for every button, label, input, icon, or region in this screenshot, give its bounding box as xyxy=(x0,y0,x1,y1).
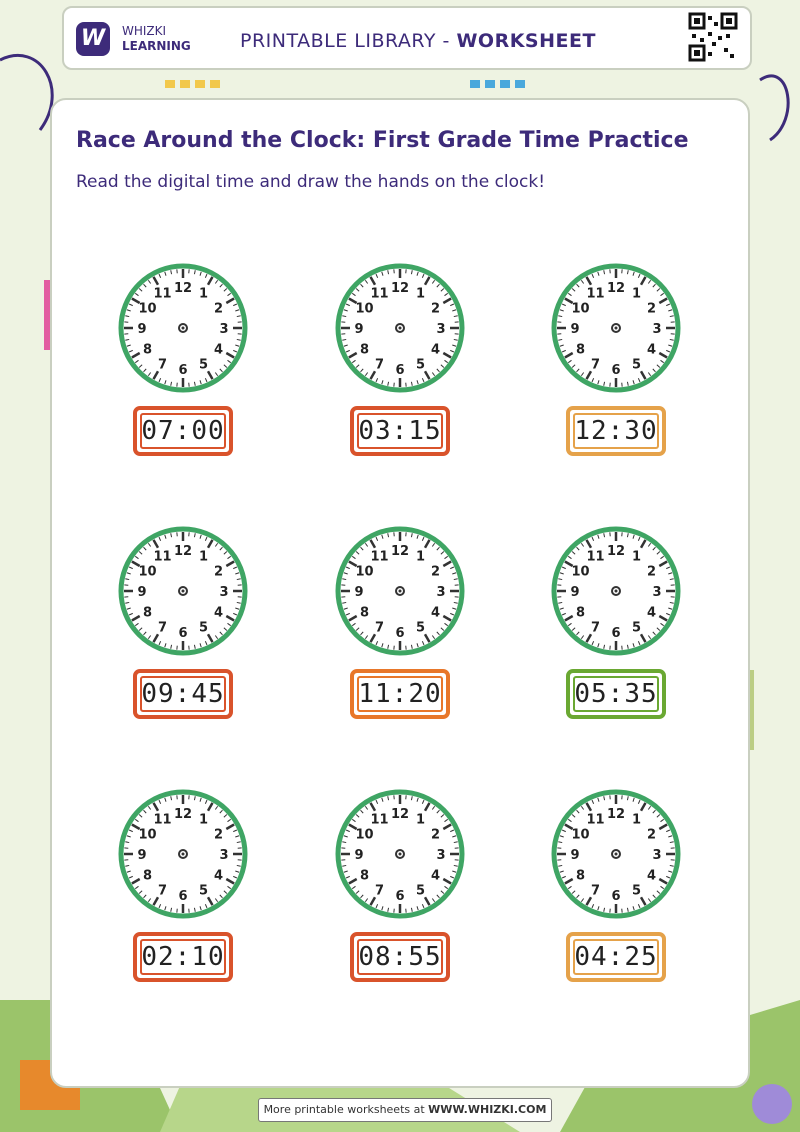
digital-time-text: 08:55 xyxy=(357,939,443,975)
clock-numeral: 12 xyxy=(173,281,193,296)
digital-time-text: 07:00 xyxy=(140,413,226,449)
clock-numeral: 11 xyxy=(153,549,172,565)
analog-clock-face[interactable] xyxy=(546,521,686,661)
clock-numeral: 9 xyxy=(570,322,580,337)
clock-numeral: 1 xyxy=(415,286,426,302)
clock-numeral: 7 xyxy=(590,883,601,899)
clock-center-pin xyxy=(399,327,402,330)
clock-numeral: 12 xyxy=(173,807,193,822)
clock-numeral: 6 xyxy=(395,889,405,904)
clock-numeral: 1 xyxy=(631,286,642,302)
clock-numeral: 12 xyxy=(390,807,410,822)
clock-numeral: 12 xyxy=(390,281,410,296)
clock-numeral: 11 xyxy=(370,286,389,302)
whizki-logo: W xyxy=(76,22,110,56)
header-title-prefix: PRINTABLE LIBRARY - xyxy=(240,30,457,52)
clock-numeral: 9 xyxy=(137,848,147,863)
clock-numeral: 5 xyxy=(631,883,642,899)
clock-numeral: 5 xyxy=(198,883,209,899)
clock-numeral: 4 xyxy=(430,342,441,358)
clock-numeral: 9 xyxy=(137,322,147,337)
clock-numeral: 7 xyxy=(374,357,385,373)
clock-numeral: 1 xyxy=(198,286,209,302)
digital-time-text: 04:25 xyxy=(573,939,659,975)
clock-numeral: 1 xyxy=(415,812,426,828)
digital-time-display xyxy=(350,932,450,982)
clock-center-pin xyxy=(615,327,618,330)
clock-center-pin xyxy=(399,853,402,856)
clock-numeral: 4 xyxy=(646,868,657,884)
clock-numeral: 3 xyxy=(436,322,446,337)
clock-numeral: 6 xyxy=(178,363,188,378)
clock-numeral: 3 xyxy=(436,585,446,600)
clock-numeral: 3 xyxy=(219,585,229,600)
clock-numeral: 2 xyxy=(646,827,657,843)
clock-numeral: 7 xyxy=(157,357,168,373)
clock-numeral: 12 xyxy=(390,544,410,559)
clock-numeral: 2 xyxy=(430,564,441,580)
clock-numeral: 1 xyxy=(631,549,642,565)
clock-center-pin xyxy=(615,853,618,856)
clock-numeral: 2 xyxy=(213,301,224,317)
clock-numeral: 2 xyxy=(430,827,441,843)
clock-numeral: 8 xyxy=(575,868,586,884)
clock-item xyxy=(546,521,686,731)
clock-item xyxy=(113,784,253,994)
clock-numeral: 12 xyxy=(173,544,193,559)
clock-numeral: 5 xyxy=(198,357,209,373)
digital-time-display xyxy=(350,669,450,719)
clock-numeral: 6 xyxy=(611,889,621,904)
analog-clock-face[interactable] xyxy=(546,258,686,398)
clock-numeral: 7 xyxy=(157,883,168,899)
clock-numeral: 8 xyxy=(575,605,586,621)
digital-time-display xyxy=(566,932,666,982)
clock-numeral: 5 xyxy=(631,620,642,636)
analog-clock-face[interactable] xyxy=(330,784,470,924)
clock-numeral: 9 xyxy=(354,848,364,863)
clock-numeral: 4 xyxy=(430,868,441,884)
clock-numeral: 4 xyxy=(430,605,441,621)
clock-numeral: 7 xyxy=(590,620,601,636)
worksheet-title: Race Around the Clock: First Grade Time Practice xyxy=(76,128,689,153)
digital-time-text: 05:35 xyxy=(573,676,659,712)
clock-numeral: 10 xyxy=(138,564,157,580)
clock-numeral: 8 xyxy=(142,605,153,621)
clock-numeral: 3 xyxy=(652,585,662,600)
qr-code-icon xyxy=(688,12,738,62)
digital-time-text: 12:30 xyxy=(573,413,659,449)
clock-numeral: 11 xyxy=(153,812,172,828)
digital-time-text: 11:20 xyxy=(357,676,443,712)
clock-numeral: 11 xyxy=(586,549,605,565)
analog-clock-face[interactable] xyxy=(330,258,470,398)
analog-clock-face[interactable] xyxy=(330,521,470,661)
clock-numeral: 4 xyxy=(213,605,224,621)
clock-numeral: 5 xyxy=(415,620,426,636)
clock-numeral: 5 xyxy=(198,620,209,636)
brand-line-1: WHIZKI xyxy=(122,24,167,38)
digital-time-display xyxy=(350,406,450,456)
clock-center-pin xyxy=(182,590,185,593)
clock-numeral: 7 xyxy=(374,620,385,636)
clock-center-pin xyxy=(182,853,185,856)
clock-numeral: 9 xyxy=(570,585,580,600)
clock-item xyxy=(330,521,470,731)
clock-center-pin xyxy=(399,590,402,593)
clock-numeral: 10 xyxy=(571,301,590,317)
clock-numeral: 8 xyxy=(142,342,153,358)
clock-numeral: 4 xyxy=(213,342,224,358)
clock-item xyxy=(330,784,470,994)
clock-numeral: 6 xyxy=(178,889,188,904)
analog-clock-face[interactable] xyxy=(113,521,253,661)
clock-item xyxy=(546,784,686,994)
clock-numeral: 8 xyxy=(359,342,370,358)
page-header xyxy=(62,6,752,70)
clock-numeral: 2 xyxy=(213,827,224,843)
header-title-bold: WORKSHEET xyxy=(456,30,596,52)
clock-numeral: 9 xyxy=(354,585,364,600)
clock-numeral: 1 xyxy=(198,812,209,828)
clock-numeral: 2 xyxy=(213,564,224,580)
clock-numeral: 3 xyxy=(436,848,446,863)
clock-numeral: 8 xyxy=(359,868,370,884)
digital-time-display xyxy=(566,406,666,456)
clock-numeral: 5 xyxy=(415,357,426,373)
digital-time-display xyxy=(133,669,233,719)
clock-item xyxy=(113,521,253,731)
clock-numeral: 8 xyxy=(575,342,586,358)
worksheet-instructions: Read the digital time and draw the hands on the clock! xyxy=(76,172,546,192)
clock-numeral: 2 xyxy=(646,564,657,580)
digital-time-display xyxy=(133,932,233,982)
clock-numeral: 9 xyxy=(354,322,364,337)
clock-numeral: 4 xyxy=(646,342,657,358)
digital-time-text: 09:45 xyxy=(140,676,226,712)
clock-numeral: 10 xyxy=(355,301,374,317)
clock-numeral: 12 xyxy=(606,544,626,559)
digital-time-display xyxy=(566,669,666,719)
clock-item xyxy=(113,258,253,468)
clock-numeral: 11 xyxy=(153,286,172,302)
clock-numeral: 5 xyxy=(415,883,426,899)
clock-numeral: 10 xyxy=(355,827,374,843)
clock-numeral: 3 xyxy=(219,322,229,337)
clock-numeral: 11 xyxy=(370,812,389,828)
clock-numeral: 5 xyxy=(631,357,642,373)
clock-numeral: 1 xyxy=(198,549,209,565)
clock-numeral: 6 xyxy=(395,363,405,378)
footer-url: WWW.WHIZKI.COM xyxy=(428,1103,547,1116)
clock-numeral: 4 xyxy=(646,605,657,621)
digital-time-text: 03:15 xyxy=(357,413,443,449)
clock-numeral: 7 xyxy=(590,357,601,373)
clock-item xyxy=(330,258,470,468)
clock-numeral: 6 xyxy=(178,626,188,641)
clock-numeral: 2 xyxy=(646,301,657,317)
clock-numeral: 12 xyxy=(606,281,626,296)
clock-numeral: 4 xyxy=(213,868,224,884)
clock-numeral: 1 xyxy=(415,549,426,565)
clock-numeral: 10 xyxy=(571,564,590,580)
clock-numeral: 11 xyxy=(586,812,605,828)
header-title xyxy=(240,30,596,52)
clock-numeral: 8 xyxy=(359,605,370,621)
clock-numeral: 6 xyxy=(395,626,405,641)
clock-numeral: 7 xyxy=(157,620,168,636)
clock-center-pin xyxy=(615,590,618,593)
clock-numeral: 12 xyxy=(606,807,626,822)
clock-numeral: 3 xyxy=(219,848,229,863)
clock-numeral: 10 xyxy=(571,827,590,843)
digital-time-display xyxy=(133,406,233,456)
clock-numeral: 11 xyxy=(586,286,605,302)
clock-numeral: 10 xyxy=(355,564,374,580)
digital-time-text: 02:10 xyxy=(140,939,226,975)
clock-numeral: 7 xyxy=(374,883,385,899)
clock-numeral: 6 xyxy=(611,363,621,378)
clock-numeral: 1 xyxy=(631,812,642,828)
clock-numeral: 9 xyxy=(570,848,580,863)
analog-clock-face[interactable] xyxy=(113,784,253,924)
clock-numeral: 11 xyxy=(370,549,389,565)
brand-name xyxy=(122,24,191,54)
analog-clock-face[interactable] xyxy=(546,784,686,924)
clock-center-pin xyxy=(182,327,185,330)
clock-numeral: 10 xyxy=(138,301,157,317)
analog-clock-face[interactable] xyxy=(113,258,253,398)
footer-prefix: More printable worksheets at xyxy=(263,1103,429,1116)
clock-item xyxy=(546,258,686,468)
clock-numeral: 8 xyxy=(142,868,153,884)
clock-numeral: 2 xyxy=(430,301,441,317)
clock-numeral: 10 xyxy=(138,827,157,843)
clock-numeral: 9 xyxy=(137,585,147,600)
footer-link[interactable] xyxy=(258,1098,552,1122)
clock-numeral: 3 xyxy=(652,848,662,863)
clock-numeral: 3 xyxy=(652,322,662,337)
brand-line-2: LEARNING xyxy=(122,39,191,53)
clock-numeral: 6 xyxy=(611,626,621,641)
